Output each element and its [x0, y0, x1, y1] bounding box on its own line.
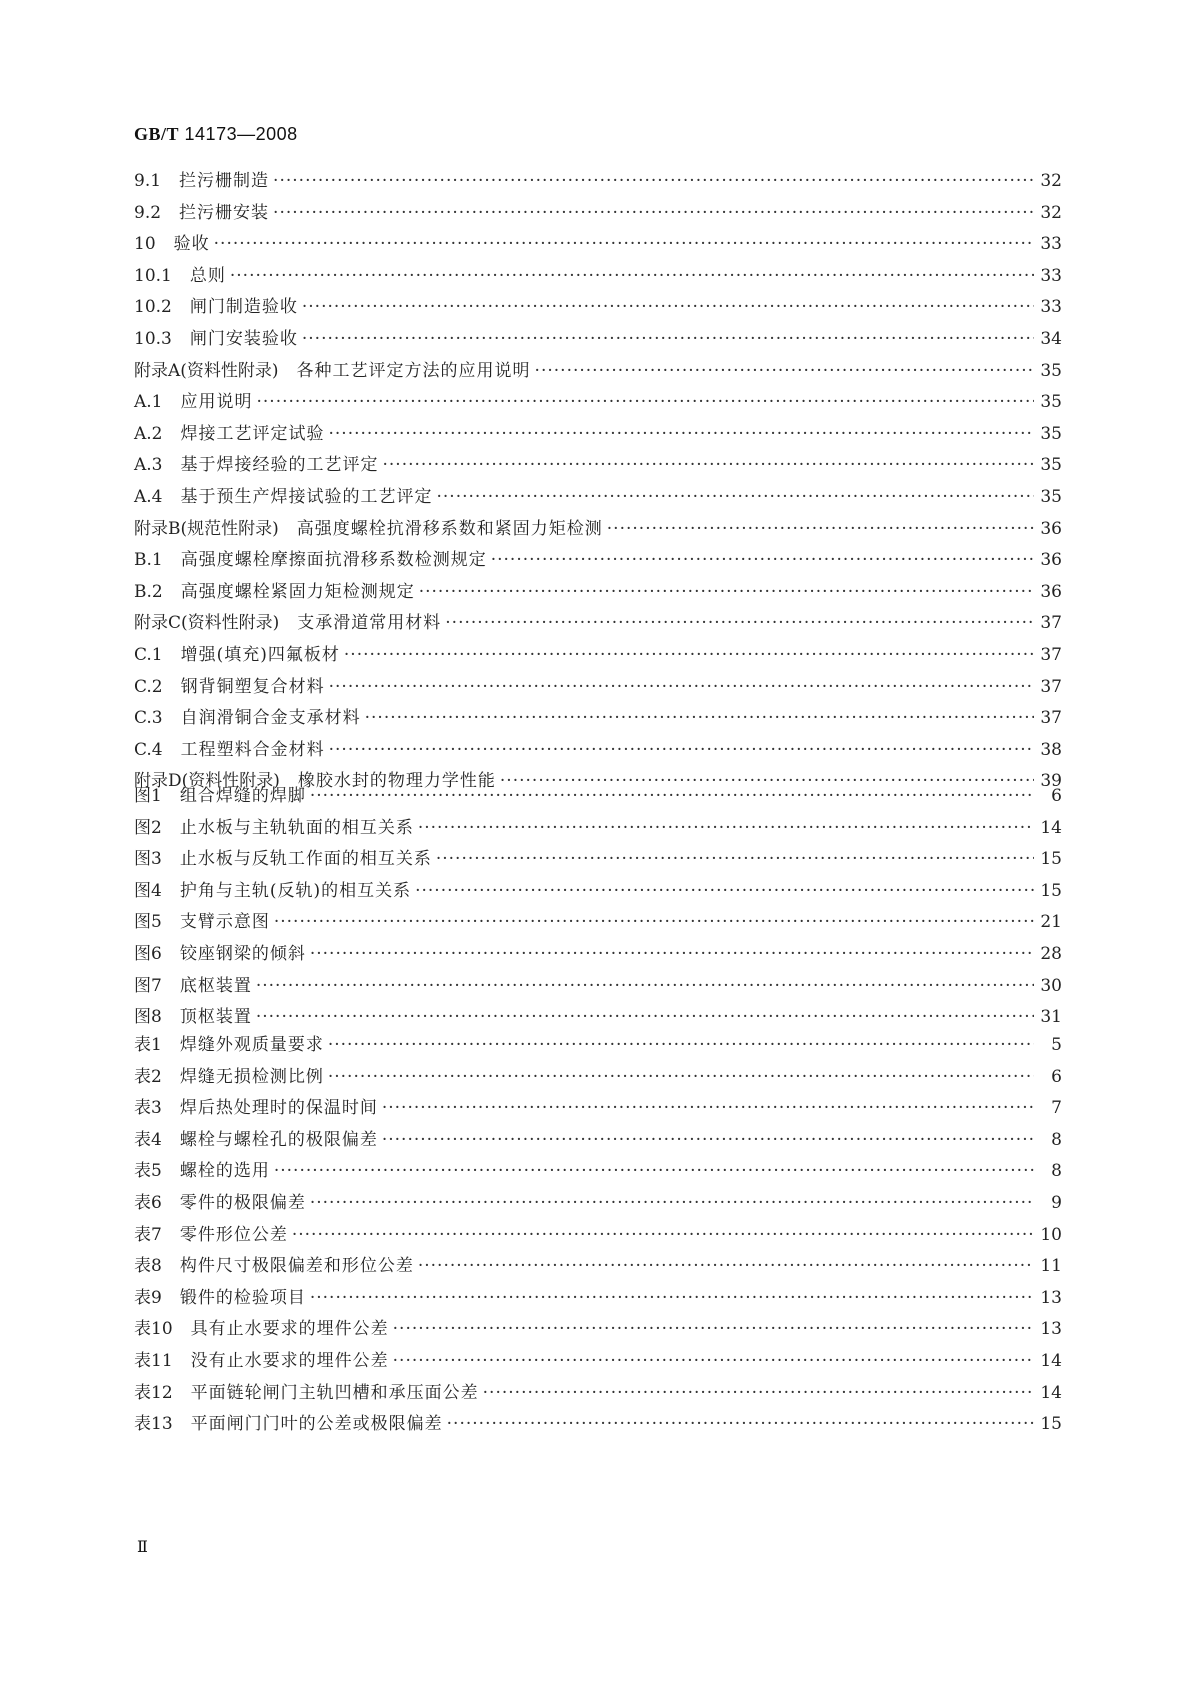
toc-entry-page: 32 [1040, 171, 1062, 191]
toc-entry-page: 21 [1040, 912, 1062, 933]
toc-entry-number: 10.2 [134, 297, 172, 318]
toc-entry-title: 零件形位公差 [179, 1224, 288, 1245]
toc-leader-dots [257, 387, 1035, 419]
toc-entry-page: 15 [1040, 880, 1062, 901]
toc-entry-number: 9.1 [134, 171, 162, 191]
toc-entry-title: 锻件的检验项目 [179, 1287, 306, 1308]
toc-leader-dots [419, 577, 1034, 609]
toc-entry-title: 平面链轮闸门主轨凹槽和承压面公差 [190, 1382, 479, 1403]
toc-leader-dots [418, 813, 1034, 845]
toc-leader-dots [344, 640, 1034, 672]
toc-entry-page: 37 [1040, 644, 1062, 665]
toc-leader-dots [483, 1378, 1034, 1410]
toc-entry-page: 37 [1040, 676, 1062, 697]
toc-entry-number: 图6 [134, 943, 162, 964]
toc-entry-page: 14 [1040, 817, 1062, 838]
toc-entry-page: 36 [1040, 581, 1062, 602]
toc-entry [134, 971, 1062, 1003]
toc-entry-page: 8 [1051, 1129, 1062, 1150]
toc-entry-title: 平面闸门门叶的公差或极限偏差 [190, 1414, 443, 1435]
toc-entry-title: 铰座钢梁的倾斜 [179, 943, 306, 964]
document-header [134, 124, 298, 145]
toc-entry-title: 自润滑铜合金支承材料 [180, 708, 361, 729]
toc-entry [134, 1409, 1062, 1441]
toc-entry-title: 增强(填充)四氟板材 [180, 644, 340, 665]
toc-entry-title: 焊缝无损检测比例 [179, 1066, 324, 1087]
toc-entry-number: 10.1 [134, 265, 172, 286]
toc-entry-number: 表3 [134, 1098, 162, 1119]
toc-leader-dots [214, 229, 1034, 261]
toc-entry-title: 止水板与主轨轨面的相互关系 [179, 817, 414, 838]
toc-entry [134, 844, 1062, 876]
contents-list [134, 166, 1062, 798]
toc-entry-title: 止水板与反轨工作面的相互关系 [179, 849, 432, 870]
toc-entry-number: C.4 [134, 739, 163, 760]
toc-entry-number: 附录A(资料性附录) [134, 360, 279, 381]
toc-leader-dots [329, 735, 1034, 767]
toc-entry-number: 图2 [134, 817, 162, 838]
toc-entry-page: 6 [1051, 786, 1062, 806]
figures-list [134, 781, 1062, 1034]
toc-entry-title: 各种工艺评定方法的应用说明 [296, 360, 531, 381]
toc-entry [134, 1156, 1062, 1188]
toc-entry [134, 1220, 1062, 1252]
toc-entry-number: 图7 [134, 975, 162, 996]
toc-entry [134, 703, 1062, 735]
toc-entry-title: 高强度螺栓紧固力矩检测规定 [180, 581, 415, 602]
toc-entry-number: 表5 [134, 1161, 162, 1182]
toc-leader-dots [491, 545, 1034, 577]
toc-entry-number: 表11 [134, 1350, 173, 1371]
toc-leader-dots [437, 482, 1035, 514]
toc-entry-title: 总则 [189, 265, 226, 286]
toc-leader-dots [292, 1220, 1034, 1252]
toc-entry-number: 表13 [134, 1414, 173, 1435]
toc-entry [134, 292, 1062, 324]
toc-leader-dots [274, 1156, 1034, 1188]
toc-leader-dots [447, 1409, 1034, 1441]
toc-entry-number: 图1 [134, 786, 162, 806]
toc-entry-number: 9.2 [134, 202, 162, 223]
toc-entry-number: 10.3 [134, 328, 172, 349]
toc-entry-page: 37 [1040, 613, 1062, 634]
toc-entry-page: 13 [1040, 1319, 1062, 1340]
toc-leader-dots [383, 450, 1035, 482]
toc-leader-dots [310, 781, 1034, 813]
toc-leader-dots [256, 1002, 1034, 1034]
toc-entry-page: 14 [1040, 1350, 1062, 1371]
toc-entry-number: 10 [134, 234, 156, 255]
toc-entry [134, 229, 1062, 261]
toc-entry [134, 1283, 1062, 1315]
toc-leader-dots [230, 261, 1034, 293]
toc-entry [134, 781, 1062, 813]
toc-entry [134, 939, 1062, 971]
toc-entry-page: 13 [1040, 1287, 1062, 1308]
toc-entry [134, 450, 1062, 482]
toc-entry [134, 735, 1062, 767]
toc-entry-page: 36 [1040, 518, 1062, 539]
toc-leader-dots [310, 1283, 1034, 1315]
toc-leader-dots [436, 844, 1034, 876]
toc-leader-dots [310, 939, 1034, 971]
toc-entry-title: 螺栓的选用 [179, 1161, 270, 1182]
toc-entry-number: B.1 [134, 550, 163, 571]
toc-entry-page: 35 [1040, 486, 1062, 507]
toc-entry-title: 高强度螺栓抗滑移系数和紧固力矩检测 [296, 518, 603, 539]
toc-entry-page: 28 [1040, 943, 1062, 964]
toc-entry-number: 图5 [134, 912, 162, 933]
toc-entry-number: 表9 [134, 1287, 162, 1308]
toc-entry-page: 15 [1040, 849, 1062, 870]
toc-entry [134, 876, 1062, 908]
toc-leader-dots [310, 1188, 1034, 1220]
toc-entry-number: 附录D(资料性附录) [134, 771, 280, 792]
toc-entry-title: 拦污栅制造 [179, 171, 270, 191]
toc-entry-title: 支臂示意图 [179, 912, 270, 933]
toc-entry-page: 36 [1040, 550, 1062, 571]
toc-entry-number: 图8 [134, 1007, 162, 1028]
toc-entry-title: 组合焊缝的焊脚 [179, 786, 306, 806]
toc-entry-page: 35 [1040, 455, 1062, 476]
toc-entry-number: A.1 [134, 392, 163, 413]
toc-leader-dots [382, 1125, 1034, 1157]
toc-entry-page: 32 [1040, 202, 1062, 223]
toc-leader-dots [415, 876, 1034, 908]
toc-entry-number: A.3 [134, 455, 163, 476]
toc-entry-page: 34 [1040, 328, 1062, 349]
toc-entry [134, 419, 1062, 451]
toc-entry [134, 1062, 1062, 1094]
toc-leader-dots [382, 1093, 1034, 1125]
toc-entry-number: 表10 [134, 1319, 173, 1340]
toc-entry-title: 底枢装置 [179, 975, 252, 996]
page-number: Ⅱ [137, 1539, 148, 1556]
toc-entry-title: 护角与主轨(反轨)的相互关系 [179, 880, 412, 901]
toc-entry-title: 焊缝外观质量要求 [179, 1035, 324, 1055]
toc-entry-title: 高强度螺栓摩擦面抗滑移系数检测规定 [180, 550, 487, 571]
toc-entry-title: 零件的极限偏差 [179, 1192, 306, 1213]
toc-entry-page: 35 [1040, 423, 1062, 444]
toc-entry-page: 30 [1040, 975, 1062, 996]
toc-entry-number: C.3 [134, 708, 163, 729]
toc-entry [134, 1314, 1062, 1346]
toc-entry-title: 拦污栅安装 [179, 202, 270, 223]
toc-entry-title: 支承滑道常用材料 [297, 613, 442, 634]
toc-leader-dots [329, 672, 1034, 704]
toc-entry-number: 表12 [134, 1382, 173, 1403]
toc-entry-page: 31 [1040, 1007, 1062, 1028]
toc-entry [134, 813, 1062, 845]
standard-prefix: GB/T [134, 124, 180, 144]
toc-entry-title: 焊接工艺评定试验 [180, 423, 325, 444]
toc-leader-dots [445, 608, 1034, 640]
toc-entry-page: 8 [1051, 1161, 1062, 1182]
toc-leader-dots [418, 1251, 1034, 1283]
toc-entry-title: 没有止水要求的埋件公差 [190, 1350, 389, 1371]
toc-entry-page: 7 [1051, 1098, 1062, 1119]
toc-entry-number: B.2 [134, 581, 163, 602]
standard-number: 14173—2008 [184, 124, 298, 144]
toc-entry [134, 261, 1062, 293]
toc-entry-page: 11 [1040, 1256, 1062, 1277]
toc-entry-number: 附录C(资料性附录) [134, 613, 280, 634]
toc-entry-title: 具有止水要求的埋件公差 [190, 1319, 389, 1340]
toc-entry-title: 应用说明 [180, 392, 253, 413]
toc-entry-title: 工程塑料合金材料 [180, 739, 325, 760]
toc-leader-dots [274, 907, 1034, 939]
toc-entry [134, 545, 1062, 577]
toc-leader-dots [393, 1314, 1034, 1346]
toc-entry [134, 387, 1062, 419]
toc-entry-title: 顶枢装置 [179, 1007, 252, 1028]
toc-entry-page: 10 [1040, 1224, 1062, 1245]
toc-entry-number: 表4 [134, 1129, 162, 1150]
toc-entry-page: 6 [1051, 1066, 1062, 1087]
toc-entry-title: 闸门安装验收 [189, 328, 298, 349]
toc-entry-page: 14 [1040, 1382, 1062, 1403]
toc-leader-dots [393, 1346, 1034, 1378]
toc-entry [134, 1002, 1062, 1034]
toc-entry [134, 577, 1062, 609]
toc-entry-page: 15 [1040, 1414, 1062, 1435]
toc-leader-dots [273, 198, 1034, 230]
toc-entry-title: 闸门制造验收 [189, 297, 298, 318]
toc-entry-number: A.4 [134, 486, 163, 507]
toc-entry-title: 钢背铜塑复合材料 [180, 676, 325, 697]
toc-entry-page: 33 [1040, 297, 1062, 318]
toc-entry-title: 构件尺寸极限偏差和形位公差 [179, 1256, 414, 1277]
toc-leader-dots [328, 1062, 1034, 1094]
toc-entry [134, 608, 1062, 640]
toc-entry-page: 37 [1040, 708, 1062, 729]
toc-entry [134, 1378, 1062, 1410]
toc-entry-number: 表1 [134, 1035, 162, 1055]
toc-leader-dots [256, 971, 1034, 1003]
toc-leader-dots [302, 292, 1034, 324]
toc-entry [134, 482, 1062, 514]
toc-entry-page: 35 [1040, 360, 1062, 381]
toc-entry [134, 1346, 1062, 1378]
toc-leader-dots [328, 1030, 1034, 1062]
toc-entry-page: 5 [1051, 1035, 1062, 1055]
toc-leader-dots [302, 324, 1034, 356]
toc-leader-dots [607, 514, 1034, 546]
toc-entry [134, 1030, 1062, 1062]
toc-entry [134, 1125, 1062, 1157]
toc-entry-title: 基于预生产焊接试验的工艺评定 [180, 486, 433, 507]
toc-entry-page: 33 [1040, 265, 1062, 286]
tables-list [134, 1030, 1062, 1441]
toc-entry-number: 图3 [134, 849, 162, 870]
toc-entry-number: A.2 [134, 423, 163, 444]
toc-entry-page: 38 [1040, 739, 1062, 760]
toc-leader-dots [273, 166, 1034, 198]
toc-entry [134, 198, 1062, 230]
toc-entry-number: C.1 [134, 644, 163, 665]
toc-entry [134, 1093, 1062, 1125]
toc-entry [134, 356, 1062, 388]
toc-entry-number: 表7 [134, 1224, 162, 1245]
toc-entry-page: 33 [1040, 234, 1062, 255]
toc-entry [134, 1251, 1062, 1283]
toc-leader-dots [365, 703, 1034, 735]
toc-entry-number: 附录B(规范性附录) [134, 518, 279, 539]
toc-entry [134, 166, 1062, 198]
toc-entry [134, 672, 1062, 704]
toc-entry-title: 验收 [173, 234, 210, 255]
toc-entry [134, 907, 1062, 939]
toc-entry-number: 表6 [134, 1192, 162, 1213]
toc-entry-number: C.2 [134, 676, 163, 697]
toc-entry-title: 焊后热处理时的保温时间 [179, 1098, 378, 1119]
toc-leader-dots [329, 419, 1035, 451]
toc-entry [134, 1188, 1062, 1220]
toc-entry-number: 表8 [134, 1256, 162, 1277]
toc-entry-page: 39 [1040, 771, 1062, 792]
toc-entry [134, 324, 1062, 356]
toc-entry-page: 9 [1051, 1192, 1062, 1213]
toc-entry-number: 图4 [134, 880, 162, 901]
toc-entry-title: 螺栓与螺栓孔的极限偏差 [179, 1129, 378, 1150]
toc-entry [134, 640, 1062, 672]
toc-entry-number: 表2 [134, 1066, 162, 1087]
toc-entry-title: 橡胶水封的物理力学性能 [297, 771, 496, 792]
toc-entry [134, 514, 1062, 546]
toc-entry-page: 35 [1040, 392, 1062, 413]
toc-entry-title: 基于焊接经验的工艺评定 [180, 455, 379, 476]
toc-leader-dots [535, 356, 1034, 388]
